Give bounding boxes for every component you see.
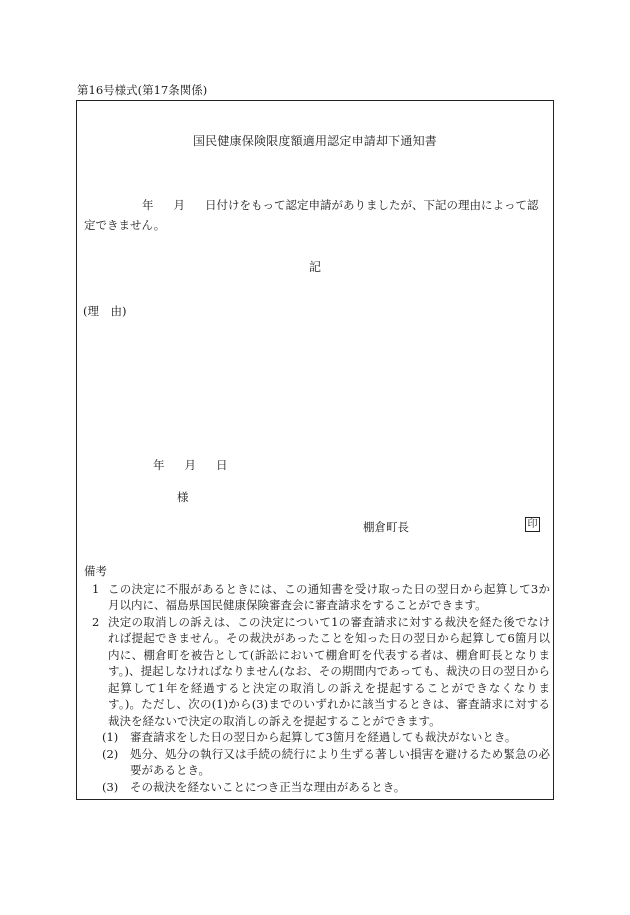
note-subitem-3: [84, 779, 550, 796]
intro-month: 月: [173, 198, 185, 212]
date-year: 年: [153, 458, 165, 472]
note-subitem-1: [84, 729, 550, 746]
notice-date: [153, 457, 248, 473]
notes-section: [84, 563, 550, 795]
note-item-2: [84, 614, 550, 730]
reason-label: (理 由): [83, 304, 127, 318]
notice-frame: [76, 100, 554, 800]
subitem-text: 処分、処分の執行又は手続の続行により生ずる著しい損害を避けるため緊急の必要があるとき。: [130, 746, 550, 777]
subitem-text: 審査請求をした日の翌日から起算して3箇月を経過しても裁決がないとき。: [130, 730, 517, 744]
ki-heading: 記: [308, 260, 321, 274]
issuer-title: 棚倉町長: [363, 520, 409, 534]
subitem-number: (3): [102, 779, 119, 794]
note-text: この決定に不服があるときには、この通知書を受け取った日の翌日から起算して3か月以内に、福島県国民健康保険審査会に審査請求をすることができます。: [108, 581, 550, 612]
document-title: 国民健康保険限度額適用認定申請却下通知書: [192, 134, 437, 148]
seal-mark: 印: [525, 517, 540, 532]
note-number: 1: [92, 581, 100, 596]
note-number: 2: [92, 614, 100, 629]
subitem-number: (1): [102, 730, 119, 744]
date-day: 日: [216, 458, 228, 472]
subitem-number: (2): [102, 746, 119, 761]
notes-heading: 備考: [84, 564, 107, 578]
intro-paragraph: [84, 195, 547, 235]
intro-year: 年: [142, 198, 154, 212]
note-text: 決定の取消しの訴えは、この決定について1の審査請求に対する裁決を経た後でなければ提起できません。その裁決があったことを知った日の翌日から起算して6箇月以内に、棚倉町を被告として(訴訟において棚倉町を代表する者は、棚倉町長となります。)、提起しなければなりません(なお、その期間内であっても、裁決の日の翌日から起算して1年を経過すると決定の取消しの訴えを提起することができなくなります。)。ただし、次の(1)から(3)までのいずれかに該当するときは、審査請求に対する裁決を経ないで決定の取消しの訴えを提起することができます。: [108, 614, 550, 728]
addressee-suffix: 様: [177, 490, 189, 504]
subitem-text: その裁決を経ないことにつき正当な理由があるとき。: [130, 779, 406, 794]
form-number-label: 第16号様式(第17条関係): [77, 83, 208, 97]
date-month: 月: [184, 458, 196, 472]
intro-text: 日付けをもって認定申請がありましたが、下記の理由によって認定できません。: [84, 198, 539, 232]
note-subitem-2: [84, 746, 550, 779]
note-item-1: [84, 581, 550, 614]
